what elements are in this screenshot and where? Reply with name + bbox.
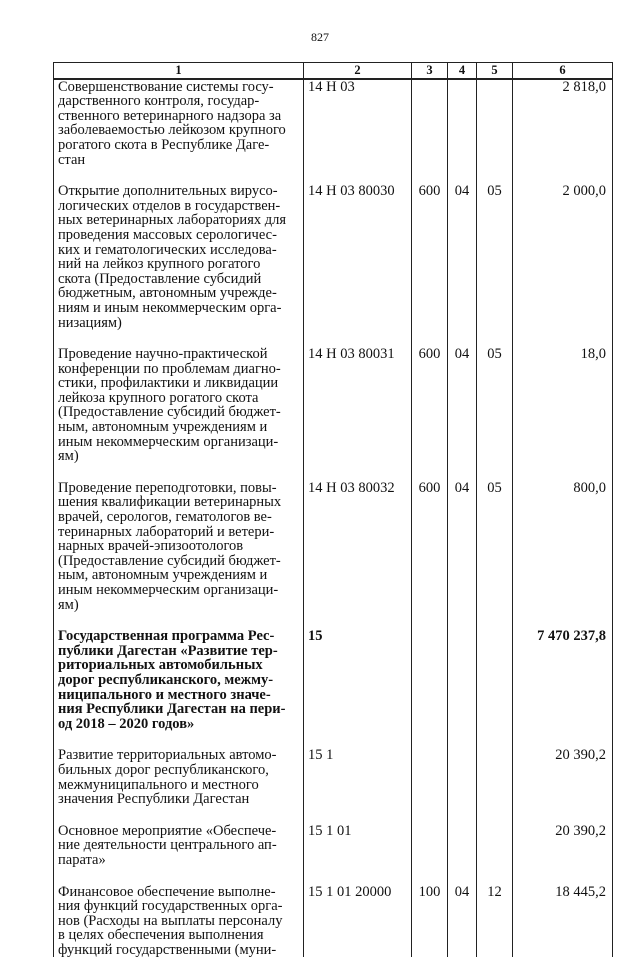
row-name-text: Совершенствование системы госу- дарственного контроля, государ- ственного ветеринарного надзора за заболеваемостью лейкозом крупного рогатого скота в Республике Даге- стан (58, 78, 286, 168)
column-header: 1 (54, 63, 304, 79)
row-col3-cell (412, 79, 448, 185)
column-header: 4 (448, 63, 477, 79)
row-amount-cell (513, 347, 613, 481)
row-name-text: Проведение научно-практической конференции по проблемам диагно- стики, профилактики и ликвидации лейкоза крупного рогатого скота (Предоставление субсидий бюджет- ным, автономным учреждениям и иным некоммерческим организаци- ям) (58, 346, 281, 465)
row-name-text: Финансовое обеспечение выполне- ния функций государственных орга- нов (Расходы на выплаты персоналу в целях обеспечения выполнения функций государственными (муни- (58, 883, 283, 958)
row-amount-cell (513, 79, 613, 185)
row-col4-cell (448, 79, 477, 185)
row-code-cell (304, 824, 412, 885)
row-amount-cell (513, 748, 613, 823)
row-col4-text: 04 (454, 183, 470, 200)
row-name-text: Открытие дополнительных вирусо- логических отделов в государствен- ных ветеринарных лабораториях для проведения массовых серологичес- ких и гематологических исследова- ний на лейкоз крупного рогатого скота (Предоставление субсидий бюджетным, автономным учрежде- ниям и иным некоммерческим орга- низациям) (58, 183, 287, 331)
row-code-text: 14 Н 03 80030 (308, 183, 395, 200)
row-col5-text: 05 (487, 346, 502, 363)
row-name-cell (54, 79, 304, 185)
row-col3-text: 600 (418, 183, 441, 200)
row-code-text: 15 1 (308, 747, 334, 764)
row-amount-cell (513, 824, 613, 885)
table-body (54, 79, 613, 958)
row-name-cell (54, 885, 304, 958)
row-col5-cell (477, 481, 513, 629)
column-header: 3 (412, 63, 448, 79)
row-col4-cell (448, 184, 477, 347)
table-row (54, 347, 613, 481)
row-col3-cell (412, 748, 448, 823)
row-col4-text: 04 (454, 346, 470, 363)
row-code-cell (304, 79, 412, 185)
table-header (54, 63, 613, 79)
row-col4-cell (448, 481, 477, 629)
row-name-cell (54, 347, 304, 481)
row-col5-cell (477, 885, 513, 958)
row-amount-text: 7 470 237,8 (537, 628, 606, 645)
row-col5-cell (477, 79, 513, 185)
row-col3-cell (412, 885, 448, 958)
row-col3-cell (412, 184, 448, 347)
page-number: 827 (311, 30, 329, 44)
table-row (54, 481, 613, 629)
row-amount-text: 2 000,0 (562, 183, 606, 200)
row-name-text: Государственная программа Рес- публики Дагестан «Развитие тер- риториальных автомобильных дорог республиканского, межму- ниципального и местного значе- ния Республики Дагестан на пери- од 2018 – 2020 годов» (58, 628, 286, 732)
row-name-cell (54, 481, 304, 629)
row-col4-text: 04 (454, 883, 470, 900)
row-amount-text: 20 390,2 (555, 747, 606, 764)
row-name-text: Основное мероприятие «Обеспече- ние деятельности центрального ап- парата» (58, 822, 277, 868)
row-code-text: 14 Н 03 (308, 78, 355, 95)
row-col3-cell (412, 629, 448, 748)
row-col5-cell (477, 824, 513, 885)
row-col3-cell (412, 347, 448, 481)
table-row (54, 748, 613, 823)
row-col3-text: 600 (418, 346, 441, 363)
row-name-cell (54, 748, 304, 823)
table-row (54, 184, 613, 347)
row-col3-cell (412, 481, 448, 629)
row-col4-cell (448, 824, 477, 885)
row-code-text: 14 Н 03 80031 (308, 346, 395, 363)
row-col5-text: 05 (487, 479, 502, 496)
row-amount-cell (513, 885, 613, 958)
row-col3-cell (412, 824, 448, 885)
row-col4-cell (448, 748, 477, 823)
row-amount-text: 18,0 (580, 346, 606, 363)
row-code-text: 15 1 01 (308, 822, 352, 839)
row-code-cell (304, 885, 412, 958)
row-code-cell (304, 347, 412, 481)
row-col4-cell (448, 347, 477, 481)
table-row (54, 885, 613, 958)
column-header: 6 (513, 63, 613, 79)
row-amount-cell (513, 481, 613, 629)
table-row (54, 629, 613, 748)
column-header: 5 (477, 63, 513, 79)
row-code-text: 15 (308, 628, 323, 645)
row-amount-cell (513, 184, 613, 347)
row-amount-text: 800,0 (573, 479, 606, 496)
row-code-text: 14 Н 03 80032 (308, 479, 395, 496)
table-row (54, 79, 613, 185)
row-col3-text: 600 (418, 479, 441, 496)
row-code-cell (304, 629, 412, 748)
row-col5-cell (477, 184, 513, 347)
row-code-cell (304, 748, 412, 823)
row-code-text: 15 1 01 20000 (308, 883, 392, 900)
row-amount-text: 2 818,0 (562, 78, 606, 95)
column-header: 2 (304, 63, 412, 79)
row-name-cell (54, 824, 304, 885)
row-col4-cell (448, 629, 477, 748)
row-amount-text: 20 390,2 (555, 822, 606, 839)
row-code-cell (304, 481, 412, 629)
row-name-cell (54, 184, 304, 347)
row-name-cell (54, 629, 304, 748)
row-col3-text: 100 (418, 883, 441, 900)
row-amount-text: 18 445,2 (555, 883, 606, 900)
budget-table (53, 62, 613, 957)
table-row (54, 824, 613, 885)
row-col4-text: 04 (454, 479, 470, 496)
row-col5-cell (477, 347, 513, 481)
row-col5-cell (477, 748, 513, 823)
row-col5-cell (477, 629, 513, 748)
row-col5-text: 12 (487, 883, 502, 900)
row-name-text: Проведение переподготовки, повы- шения квалификации ветеринарных врачей, серологов, гематологов ве- теринарных лабораторий и ветери- нарных врачей-эпизоотологов (Предоставление субсидий бюджет- ным, автономным учреждениям и иным некоммерческим организаци- ям) (58, 479, 282, 613)
row-name-text: Развитие территориальных автомо- бильных дорог республиканского, межмуниципального и местного значения Республики Дагестан (58, 747, 277, 808)
row-amount-cell (513, 629, 613, 748)
row-col4-cell (448, 885, 477, 958)
row-code-cell (304, 184, 412, 347)
row-col5-text: 05 (487, 183, 502, 200)
